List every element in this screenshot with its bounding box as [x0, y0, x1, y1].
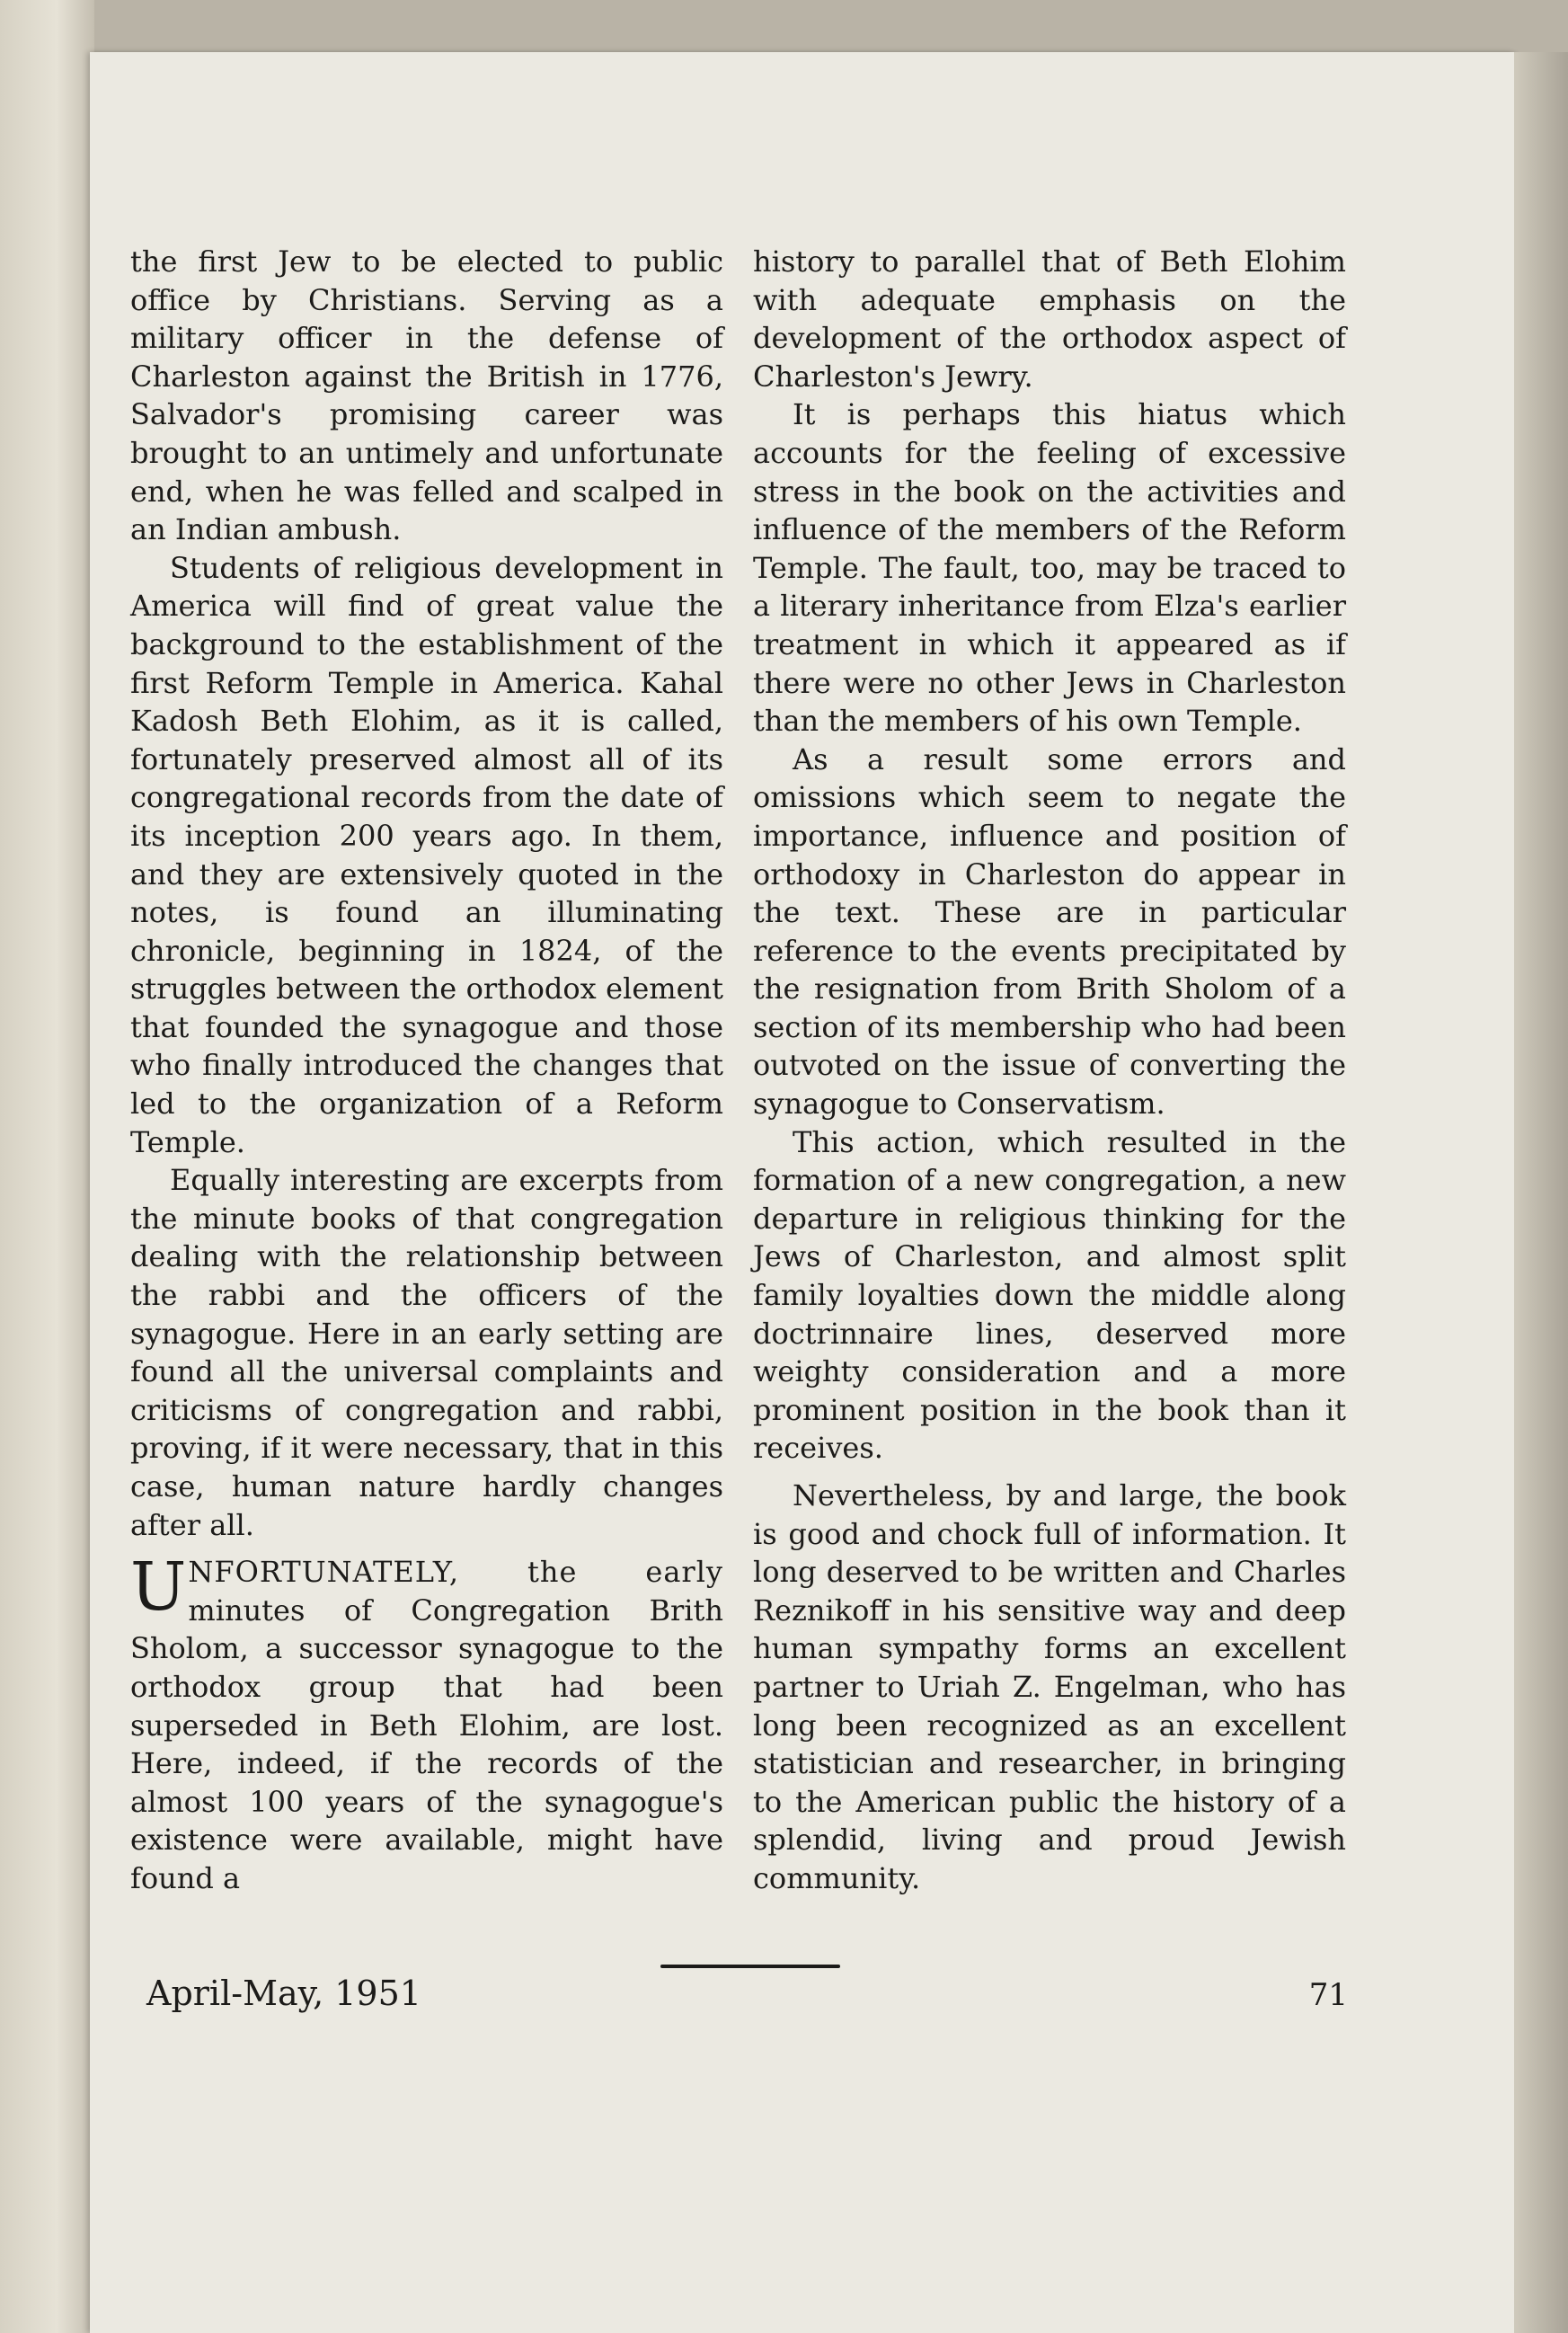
paragraph: history to parallel that of Beth Elohim with adequate emphasis on the development of the orthodox aspect of Charleston's Jewry.	[753, 244, 1346, 394]
small-caps-lead: NFORTUNATELY, the early	[188, 1555, 723, 1590]
paragraph-dropcap	[130, 1548, 723, 1897]
paragraph: the first Jew to be elected to public office by Christians. Serving as a military officer in the defense of Charleston against the British in 1776, Salvador's promising career was brought to an untimely and unfortunate end, when he was felled and scalped in an Indian ambush.	[130, 244, 723, 547]
page-number: 71	[1308, 1977, 1348, 2013]
paragraph: This action, which resulted in the formation of a new congregation, a new departure in religious thinking for the Jews of Charleston, and almost split family loyalties down the middle along doctrinnaire lines, deserved more weighty consideration and a more prominent position in the book than it receives.	[753, 1124, 1346, 1466]
right-column	[753, 243, 1346, 1898]
paragraph: Equally interesting are excerpts from the minute books of that congregation dealing with the relationship between the rabbi and the officers of the synagogue. Here in an early setting are found all the universal complaints and criticisms of congregation and rabbi, proving, if it were necessary, that in this case, human nature hardly changes after all.	[130, 1163, 723, 1542]
end-rule	[660, 1965, 840, 1968]
paragraph-text: minutes of Congregation Brith Sholom, a successor synagogue to the orthodox group that had been superseded in Beth Elohim, are lost. Here, indeed, if the records of the almost 100 years of the synagogue's existence were available, might have found a	[130, 1592, 723, 1895]
paragraph: As a result some errors and omissions which seem to negate the importance, influence and position of orthodoxy in Charleston do appear in the text. These are in particular reference to the events precipitated by the resignation from Brith Sholom of a section of its membership who had been outvoted on the issue of converting the synagogue to Conservatism.	[753, 741, 1346, 1122]
facing-page-edge	[0, 0, 94, 2333]
paragraph: Nevertheless, by and large, the book is good and chock full of information. It long deserved to be written and Charles Reznikoff in his sensitive way and deep human sympathy forms an excellent partner to Uriah Z. Engelman, who has long been recognized as an excellent statistician and researcher, in bringing to the American public the history of a splendid, living and proud Jewish community.	[753, 1478, 1346, 1895]
paragraph: Students of religious development in America will find of great value the background to the establishment of the first Reform Temple in America. Kahal Kadosh Beth Elohim, as it is called, fortunately preserved almost all of its congregational records from the date of its inception 200 years ago. In them, and they are extensively quoted in the notes, is found an illuminating chronicle, beginning in 1824, of the struggles between the orthodox element that founded the synagogue and those who finally introduced the changes that led to the organization of a Reform Temple.	[130, 550, 723, 1159]
page-edge-shadow	[1514, 52, 1568, 2333]
drop-cap: U	[130, 1548, 187, 1627]
issue-date: April-May, 1951	[146, 1974, 421, 2013]
paragraph: It is perhaps this hiatus which accounts for the feeling of excessive stress in the book on the activities and influence of the members of the Reform Temple. The fault, too, may be traced to a literary inheritance from Elza's earlier treatment in which it appeared as if there were no other Jews in Charleston than the members of his own Temple.	[753, 397, 1346, 739]
left-column	[130, 243, 723, 1898]
